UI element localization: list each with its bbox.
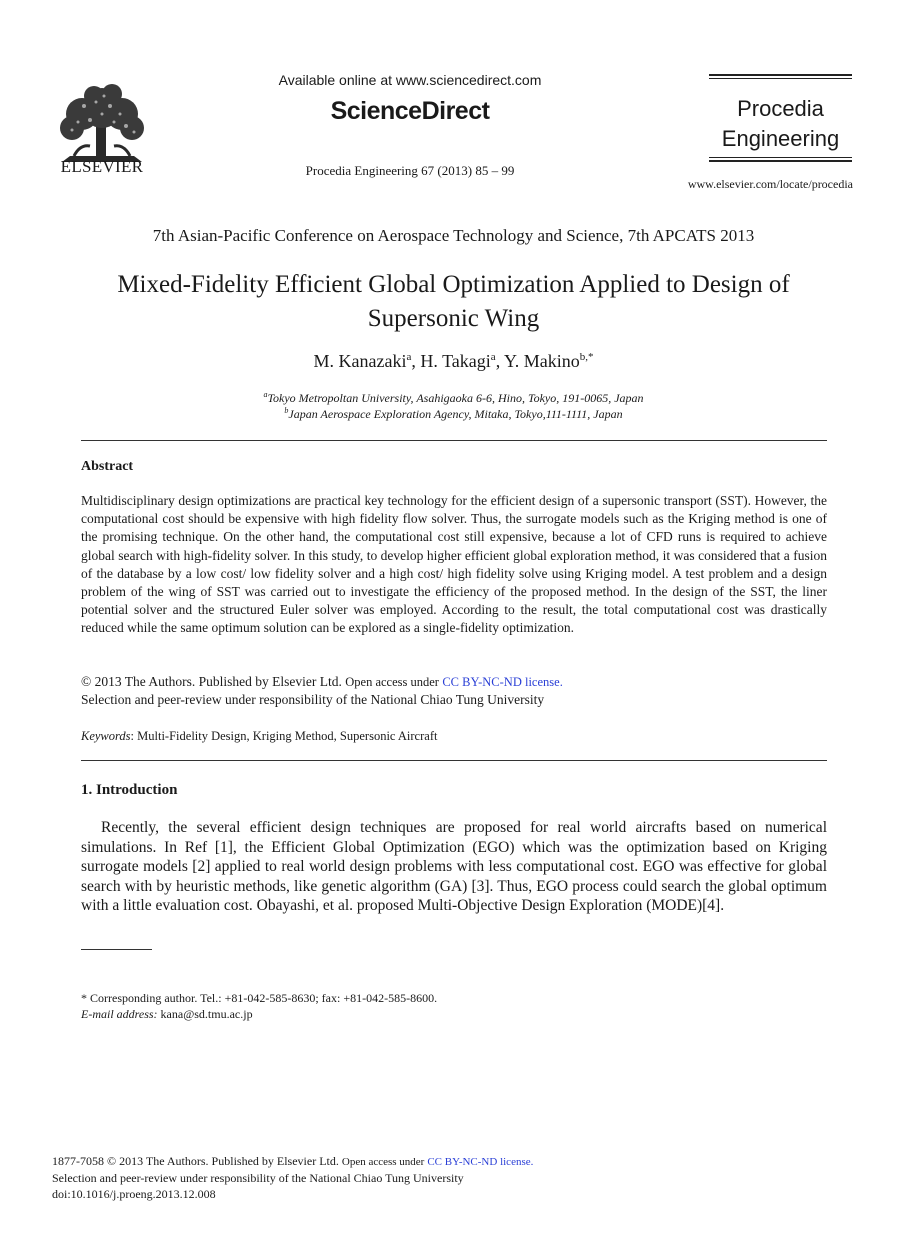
title-line: Mixed-Fidelity Efficient Global Optimization Applied to Design of <box>117 271 790 298</box>
section-heading: 1. Introduction <box>81 782 178 798</box>
open-access-text: Open access under <box>345 675 439 689</box>
email-label: E-mail address: <box>81 1007 158 1021</box>
license-statement <box>81 673 827 709</box>
license-link[interactable]: CC BY-NC-ND license. <box>427 1156 534 1168</box>
journal-rule <box>709 160 852 162</box>
author-name: M. Kanazaki <box>313 351 407 371</box>
footnote-divider <box>81 949 152 950</box>
affiliation <box>80 390 827 406</box>
journal-url: www.elsevier.com/locate/procedia <box>687 177 853 191</box>
journal-name-line: Procedia <box>737 96 824 121</box>
doi[interactable]: doi:10.1016/j.proeng.2013.12.008 <box>52 1187 216 1201</box>
author-name: H. Takagi <box>420 351 491 371</box>
affiliation <box>80 406 827 422</box>
available-online-notice: Available online at www.sciencedirect.com <box>278 72 542 88</box>
author-name: Y. Makino <box>504 351 580 371</box>
affiliation-mark: a <box>263 390 268 399</box>
keywords-label: Keywords <box>81 729 131 743</box>
sciencedirect-logo: ScienceDirect <box>330 97 490 125</box>
section-divider <box>81 760 827 761</box>
publisher-wordmark: ELSEVIER <box>60 157 144 176</box>
author-list: M. Kanazaki$^a$, H. Takagi$^a$, Y. Makino$^{b,*}$ <box>313 351 594 371</box>
journal-rule <box>709 157 852 158</box>
license-link[interactable]: CC BY-NC-ND license. <box>442 675 563 689</box>
article-title <box>60 268 847 336</box>
peer-review-statement: Selection and peer-review under responsibility of the National Chiao Tung University <box>52 1171 464 1185</box>
journal-reference: Procedia Engineering 67 (2013) 85 – 99 <box>305 163 515 178</box>
abstract-body: Multidisciplinary design optimizations are practical key technology for the efficient design of a supersonic transport (SST). However, the computational cost should be expensive with high fidelity flow solver. Thus, the surrogate models such as the Kriging method is one of the promising technique. On the other hand, the computational cost still expensive, because a lot of CFD runs is required to achieve global search with high-fidelity solver. In this study, to develop higher efficient global exploration method, it was considered that a fusion of the database by a low cost/ low fidelity solver and a high cost/ high fidelity solve using Kriging model. A test problem and a design problem of the wing of SST was carried out to investigate the efficiency of the proposed method. In the design of the SST, the liner potential solver and the structured Euler solver was employed. According to the result, the total computational cost was drastically reduced while the same optimum solution can be explored as a single-fidelity optimization. <box>81 493 827 636</box>
abstract-heading: Abstract <box>81 459 134 474</box>
copyright-text: © 2013 The Authors. Published by Elsevier Ltd. <box>81 674 342 689</box>
journal-name <box>709 94 852 154</box>
affiliation-text: Tokyo Metropoltan University, Asahigaoka 6-6, Hino, Tokyo, 191-0065, Japan <box>267 391 644 405</box>
keywords <box>81 729 827 744</box>
issn-text: 1877-7058 © 2013 The Authors. Published by Elsevier Ltd. <box>52 1154 339 1168</box>
peer-review-statement: Selection and peer-review under responsibility of the National Chiao Tung University <box>81 692 545 707</box>
issn-line <box>52 1154 533 1169</box>
journal-rule <box>709 74 852 76</box>
author-affiliation-mark: a <box>406 351 412 363</box>
author-affiliation-mark: b,* <box>579 351 594 363</box>
conference-name: 7th Asian-Pacific Conference on Aerospace Technology and Science, 7th APCATS 2013 <box>152 226 755 245</box>
email-address: kana@sd.tmu.ac.jp <box>157 1007 253 1021</box>
affiliation-mark: b <box>284 406 289 415</box>
section-divider <box>81 440 827 441</box>
keywords-list: : Multi-Fidelity Design, Kriging Method, Supersonic Aircraft <box>130 729 438 743</box>
email-note <box>81 1007 253 1022</box>
affiliation-text: Japan Aerospace Exploration Agency, Mitaka, Tokyo,111-1111, Japan <box>288 407 623 421</box>
journal-rule <box>709 78 852 79</box>
title-line: Supersonic Wing <box>367 305 540 332</box>
introduction-body: Recently, the several efficient design techniques are proposed for real world aircrafts based on numerical simulations. In Ref [1], the Efficient Global Optimization (EGO) which was the optimization based on Kriging surrogate models [2] applied to real world design problems with less computational cost. EGO was effective for global search with by heuristic methods, like genetic algorithm (GA) [3]. Thus, EGO process could search the global optimum with a little evaluation cost. Obayashi, et al. proposed Multi-Objective Design Exploration (MODE)[4]. <box>81 819 827 915</box>
open-access-text: Open access under <box>341 1156 425 1168</box>
corresponding-author-note: * Corresponding author. Tel.: +81-042-585-8630; fax: +81-042-585-8600. <box>81 991 438 1005</box>
author-affiliation-mark: a <box>490 351 496 363</box>
journal-name-line: Engineering <box>721 126 840 151</box>
